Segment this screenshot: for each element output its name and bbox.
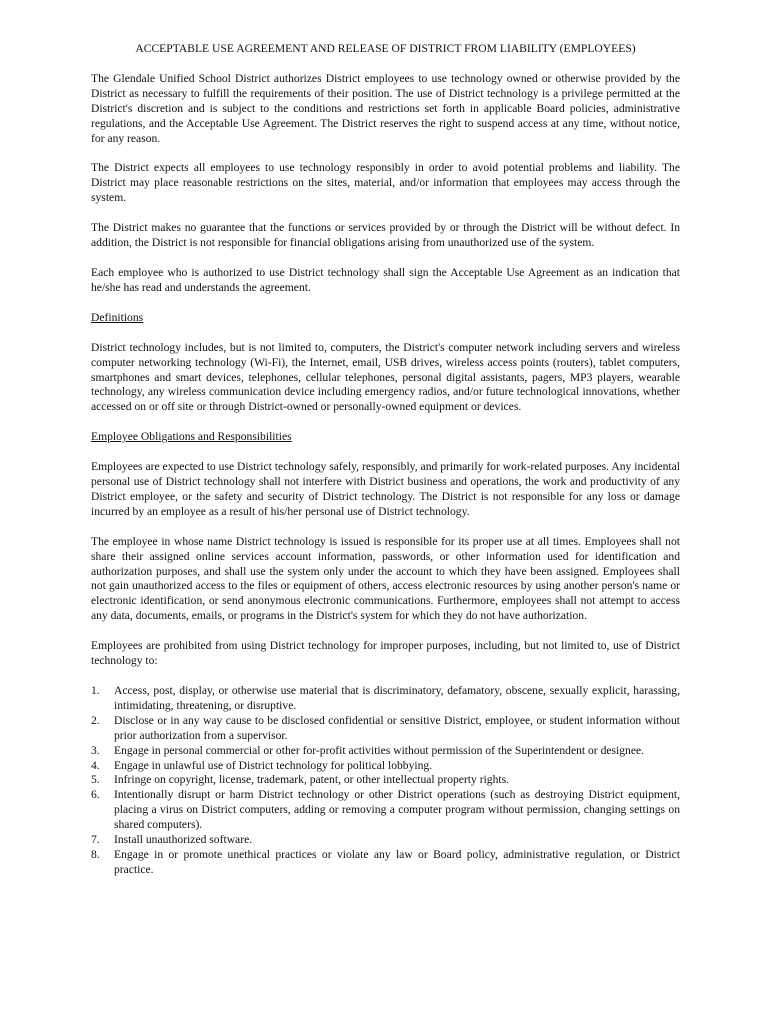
- list-item-text: Intentionally disrupt or harm District technology or other District operations (such as destroying District equipment, placing a virus on District computers, adding or removing a computer program without permission, changing settings on shared computers).: [114, 788, 680, 832]
- intro-paragraph: The District expects all employees to use technology responsibly in order to avoid potential problems and liability. The District may place reasonable restrictions on the sites, material, and/or information that employees may access through the system.: [91, 161, 680, 205]
- obligations-paragraph: Employees are prohibited from using District technology for improper purposes, including, but not limited to, use of District technology to:: [91, 639, 680, 668]
- definitions-paragraph: District technology includes, but is not limited to, computers, the District's computer network including servers and wireless computer networking technology (Wi-Fi), the Internet, email, USB drives, wireless access points (routers), tablet computers, smartphones and smart devices, telephones, cellular telephones, personal digital assistants, pagers, MP3 players, wearable technology, any wireless communication device including emergency radios, and/or future technological innovations, whether accessed on or off site or through District-owned or personally-owned equipment or devices.: [91, 340, 680, 414]
- list-item-text: Engage in unlawful use of District technology for political lobbying.: [114, 758, 433, 772]
- list-item: [91, 714, 680, 744]
- list-item: [91, 684, 680, 714]
- intro-paragraph: The District makes no guarantee that the functions or services provided by or through the District will be without defect. In addition, the District is not responsible for financial obligations arising from unauthorized use of the system.: [91, 221, 680, 250]
- list-item: [91, 788, 680, 833]
- obligations-paragraph: The employee in whose name District technology is issued is responsible for its proper use at all times. Employees shall not share their assigned online services account information, passwords, or other information used for identification and authorization purposes, and shall use the system only under the account to which they have been assigned. Employees shall not gain unauthorized access to the files or equipment of others, access electronic resources by using another person's name or electronic identification, or send anonymous electronic communications. Furthermore, employees shall not attempt to access any data, documents, emails, or programs in the District's system for which they do not have authorization.: [91, 534, 680, 623]
- list-item-number: 7.: [91, 833, 100, 847]
- list-item-text: Engage in personal commercial or other for-profit activities without permission of the Superintendent or designee.: [114, 743, 645, 757]
- obligations-paragraph: Employees are expected to use District technology safely, responsibly, and primarily for work-related purposes. Any incidental personal use of District technology shall not interfere with District business and operations, the work and productivity of any District employee, or the safety and security of District technology. The District is not responsible for any loss or damage incurred by an employee as a result of his/her personal use of District technology.: [91, 460, 680, 518]
- list-item: [91, 744, 680, 759]
- list-item-number: 6.: [91, 788, 100, 802]
- list-item: [91, 759, 680, 774]
- list-item-text: Access, post, display, or otherwise use material that is discriminatory, defamatory, obscene, sexually explicit, harassing, intimidating, threatening, or disruptive.: [114, 684, 680, 712]
- list-item-number: 1.: [91, 684, 100, 697]
- list-item-number: 4.: [91, 758, 100, 772]
- list-item-number: 8.: [91, 847, 100, 861]
- document-title: ACCEPTABLE USE AGREEMENT AND RELEASE OF DISTRICT FROM LIABILITY (EMPLOYEES): [135, 42, 636, 55]
- definitions-heading: Definitions: [91, 310, 144, 324]
- list-item: [91, 773, 680, 788]
- intro-paragraph: Each employee who is authorized to use District technology shall sign the Acceptable Use Agreement as an indication that he/she has read and understands the agreement.: [91, 265, 680, 294]
- list-item-text: Engage in or promote unethical practices or violate any law or Board policy, administrative regulation, or District practice.: [114, 847, 680, 876]
- list-item-text: Infringe on copyright, license, trademark, patent, or other intellectual property rights.: [114, 773, 510, 787]
- list-item-text: Install unauthorized software.: [114, 833, 253, 847]
- prohibited-uses-list: [91, 684, 680, 878]
- intro-paragraph: The Glendale Unified School District authorizes District employees to use technology owned or otherwise provided by the District as necessary to fulfill the requirements of their position. The use of District technology is a privilege permitted at the District's discretion and is subject to the conditions and restrictions set forth in applicable Board policies, administrative regulations, and the Acceptable Use Agreement. The District reserves the right to suspend access at any time, without notice, for any reason.: [91, 71, 680, 145]
- obligations-heading: Employee Obligations and Responsibilities: [91, 430, 292, 444]
- list-item: [91, 848, 680, 878]
- list-item-number: 5.: [91, 773, 100, 787]
- list-item-number: 3.: [91, 743, 100, 757]
- list-item-text: Disclose or in any way cause to be disclosed confidential or sensitive District, employee, or student information without prior authorization from a supervisor.: [114, 713, 680, 742]
- list-item: [91, 833, 680, 848]
- list-item-number: 2.: [91, 713, 100, 727]
